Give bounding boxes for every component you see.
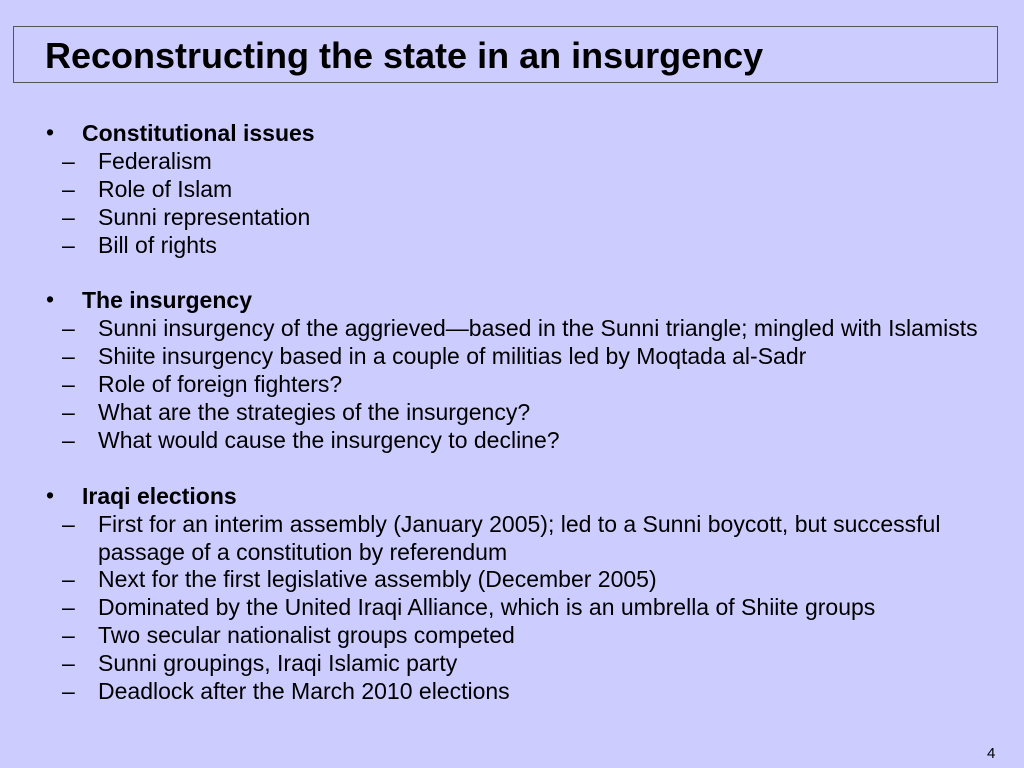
list-item <box>0 622 1024 650</box>
list-item-text: What are the strategies of the insurgency? <box>98 399 531 426</box>
section-heading: The insurgency <box>82 287 252 314</box>
section-heading-row <box>0 483 1024 511</box>
page-number: 4 <box>987 745 996 762</box>
list-item <box>0 176 1024 204</box>
section-heading: Constitutional issues <box>82 120 315 146</box>
sub-bullet-marker: – <box>62 343 75 370</box>
title-box <box>13 26 998 83</box>
sub-bullet-marker: – <box>62 650 75 677</box>
list-item-text: Federalism <box>98 147 212 174</box>
sub-bullet-marker: – <box>62 203 75 230</box>
slide-title: Reconstructing the state in an insurgency <box>45 35 764 76</box>
list-item-text: Next for the first legislative assembly (December 2005) <box>98 566 657 593</box>
list-item-text: Dominated by the United Iraqi Alliance, which is an umbrella of Shiite groups <box>98 594 876 621</box>
list-item-text: Sunni groupings, Iraqi Islamic party <box>98 650 458 677</box>
sub-bullet-marker: – <box>62 231 75 258</box>
bullet-list <box>0 120 1024 706</box>
section-constitutional-issues <box>0 120 1024 260</box>
sub-bullet-marker: – <box>62 510 75 537</box>
sub-bullet-marker: – <box>62 315 75 342</box>
list-item-text: Two secular nationalist groups competed <box>98 622 515 649</box>
list-item <box>0 399 1024 427</box>
sub-bullet-marker: – <box>62 678 75 705</box>
list-item-text: Role of foreign fighters? <box>98 371 343 398</box>
section-the-insurgency <box>0 287 1024 454</box>
list-item-text: Deadlock after the March 2010 elections <box>98 678 510 705</box>
list-item <box>0 427 1024 455</box>
list-item <box>0 232 1024 260</box>
sub-bullet-marker: – <box>62 622 75 649</box>
list-item <box>0 204 1024 232</box>
list-item-text: Sunni insurgency of the aggrieved—based in the Sunni triangle; mingled with Islamists <box>98 315 978 342</box>
list-item <box>0 650 1024 678</box>
section-spacer <box>0 260 1024 288</box>
sub-bullet-marker: – <box>62 566 75 593</box>
list-item <box>0 371 1024 399</box>
list-item-text: Sunni representation <box>98 203 311 230</box>
list-item <box>0 148 1024 176</box>
sub-bullet-marker: – <box>62 175 75 202</box>
list-item-text: Bill of rights <box>98 231 217 258</box>
section-iraqi-elections <box>0 483 1024 706</box>
sub-bullet-marker: – <box>62 147 75 174</box>
list-item <box>0 315 1024 343</box>
list-item <box>0 678 1024 706</box>
section-heading-row <box>0 287 1024 315</box>
bullet-marker: • <box>46 481 55 508</box>
section-spacer <box>0 455 1024 483</box>
sub-bullet-marker: – <box>62 399 75 426</box>
sub-bullet-marker: – <box>62 426 75 453</box>
list-item-text: First for an interim assembly (January 2005); led to a Sunni boycott, but successful passage of a constitution by referendum <box>98 510 941 565</box>
list-item-text: Shiite insurgency based in a couple of militias led by Moqtada al-Sadr <box>98 343 807 370</box>
sub-bullet-marker: – <box>62 594 75 621</box>
bullet-marker: • <box>46 286 55 313</box>
list-item <box>0 343 1024 371</box>
list-item-text: Role of Islam <box>98 175 233 202</box>
section-heading-row <box>0 120 1024 148</box>
list-item <box>0 594 1024 622</box>
section-heading: Iraqi elections <box>82 482 237 509</box>
list-item <box>0 511 1024 567</box>
list-item <box>0 566 1024 594</box>
list-item-text: What would cause the insurgency to decline? <box>98 426 560 453</box>
sub-bullet-marker: – <box>62 371 75 398</box>
bullet-marker: • <box>46 119 55 145</box>
